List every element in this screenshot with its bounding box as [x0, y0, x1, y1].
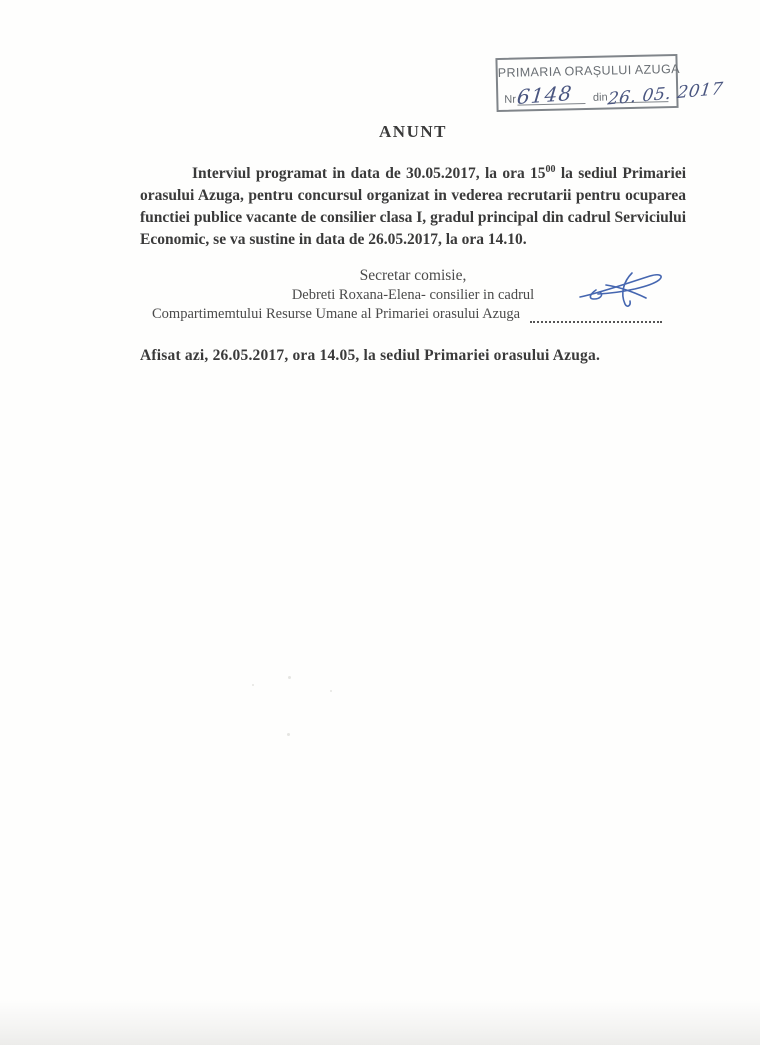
hour-superscript: 00 — [545, 163, 556, 175]
stamp-nr-field — [515, 80, 585, 110]
paragraph-part1: Interviul programat in data de 30.05.2017, la ora 15 — [192, 165, 546, 182]
signature-department-text: Compartimemtului Resurse Umane al Primariei orasului Azuga — [152, 306, 521, 322]
stamp-number-line — [504, 78, 725, 110]
handwritten-number: 6148 — [515, 80, 574, 110]
posted-notice-line: Afisat azi, 26.05.2017, ora 14.05, la sediul Primariei orasului Azuga. — [140, 347, 601, 364]
scan-speckle — [330, 690, 332, 692]
scan-speckle — [288, 676, 291, 679]
stamp-nr-label: Nr — [504, 93, 517, 106]
signature-name: Debreti Roxana-Elena- consilier in cadrul — [291, 287, 535, 303]
handwritten-date: 26. 05. 2017 — [606, 78, 725, 110]
stamp-din-label: din — [592, 91, 608, 104]
stamp-org-name: PRIMARIA ORAȘULUI AZUGA — [497, 61, 681, 81]
scan-speckle — [252, 684, 254, 686]
document-body — [140, 122, 686, 365]
handwritten-signature-icon — [576, 267, 668, 311]
announcement-paragraph — [140, 163, 686, 251]
scan-speckle — [287, 733, 290, 736]
scan-shadow — [0, 999, 760, 1045]
document-title: ANUNT — [379, 122, 447, 141]
stamp-date-field — [606, 78, 725, 110]
paragraph-part2: la sediul Primariei orasului Azuga, pentru concursul organizat in vederea recrutarii pentru ocuparea functiei publice vacante de consilier clasa I, gradul principal din cadrul Serviciului Economic, se va sustine in data de 26.05.2017, la ora 14.10. — [140, 165, 687, 248]
signature-role: Secretar comisie, — [359, 267, 467, 284]
signature-block — [140, 267, 686, 323]
registration-stamp — [495, 54, 725, 112]
